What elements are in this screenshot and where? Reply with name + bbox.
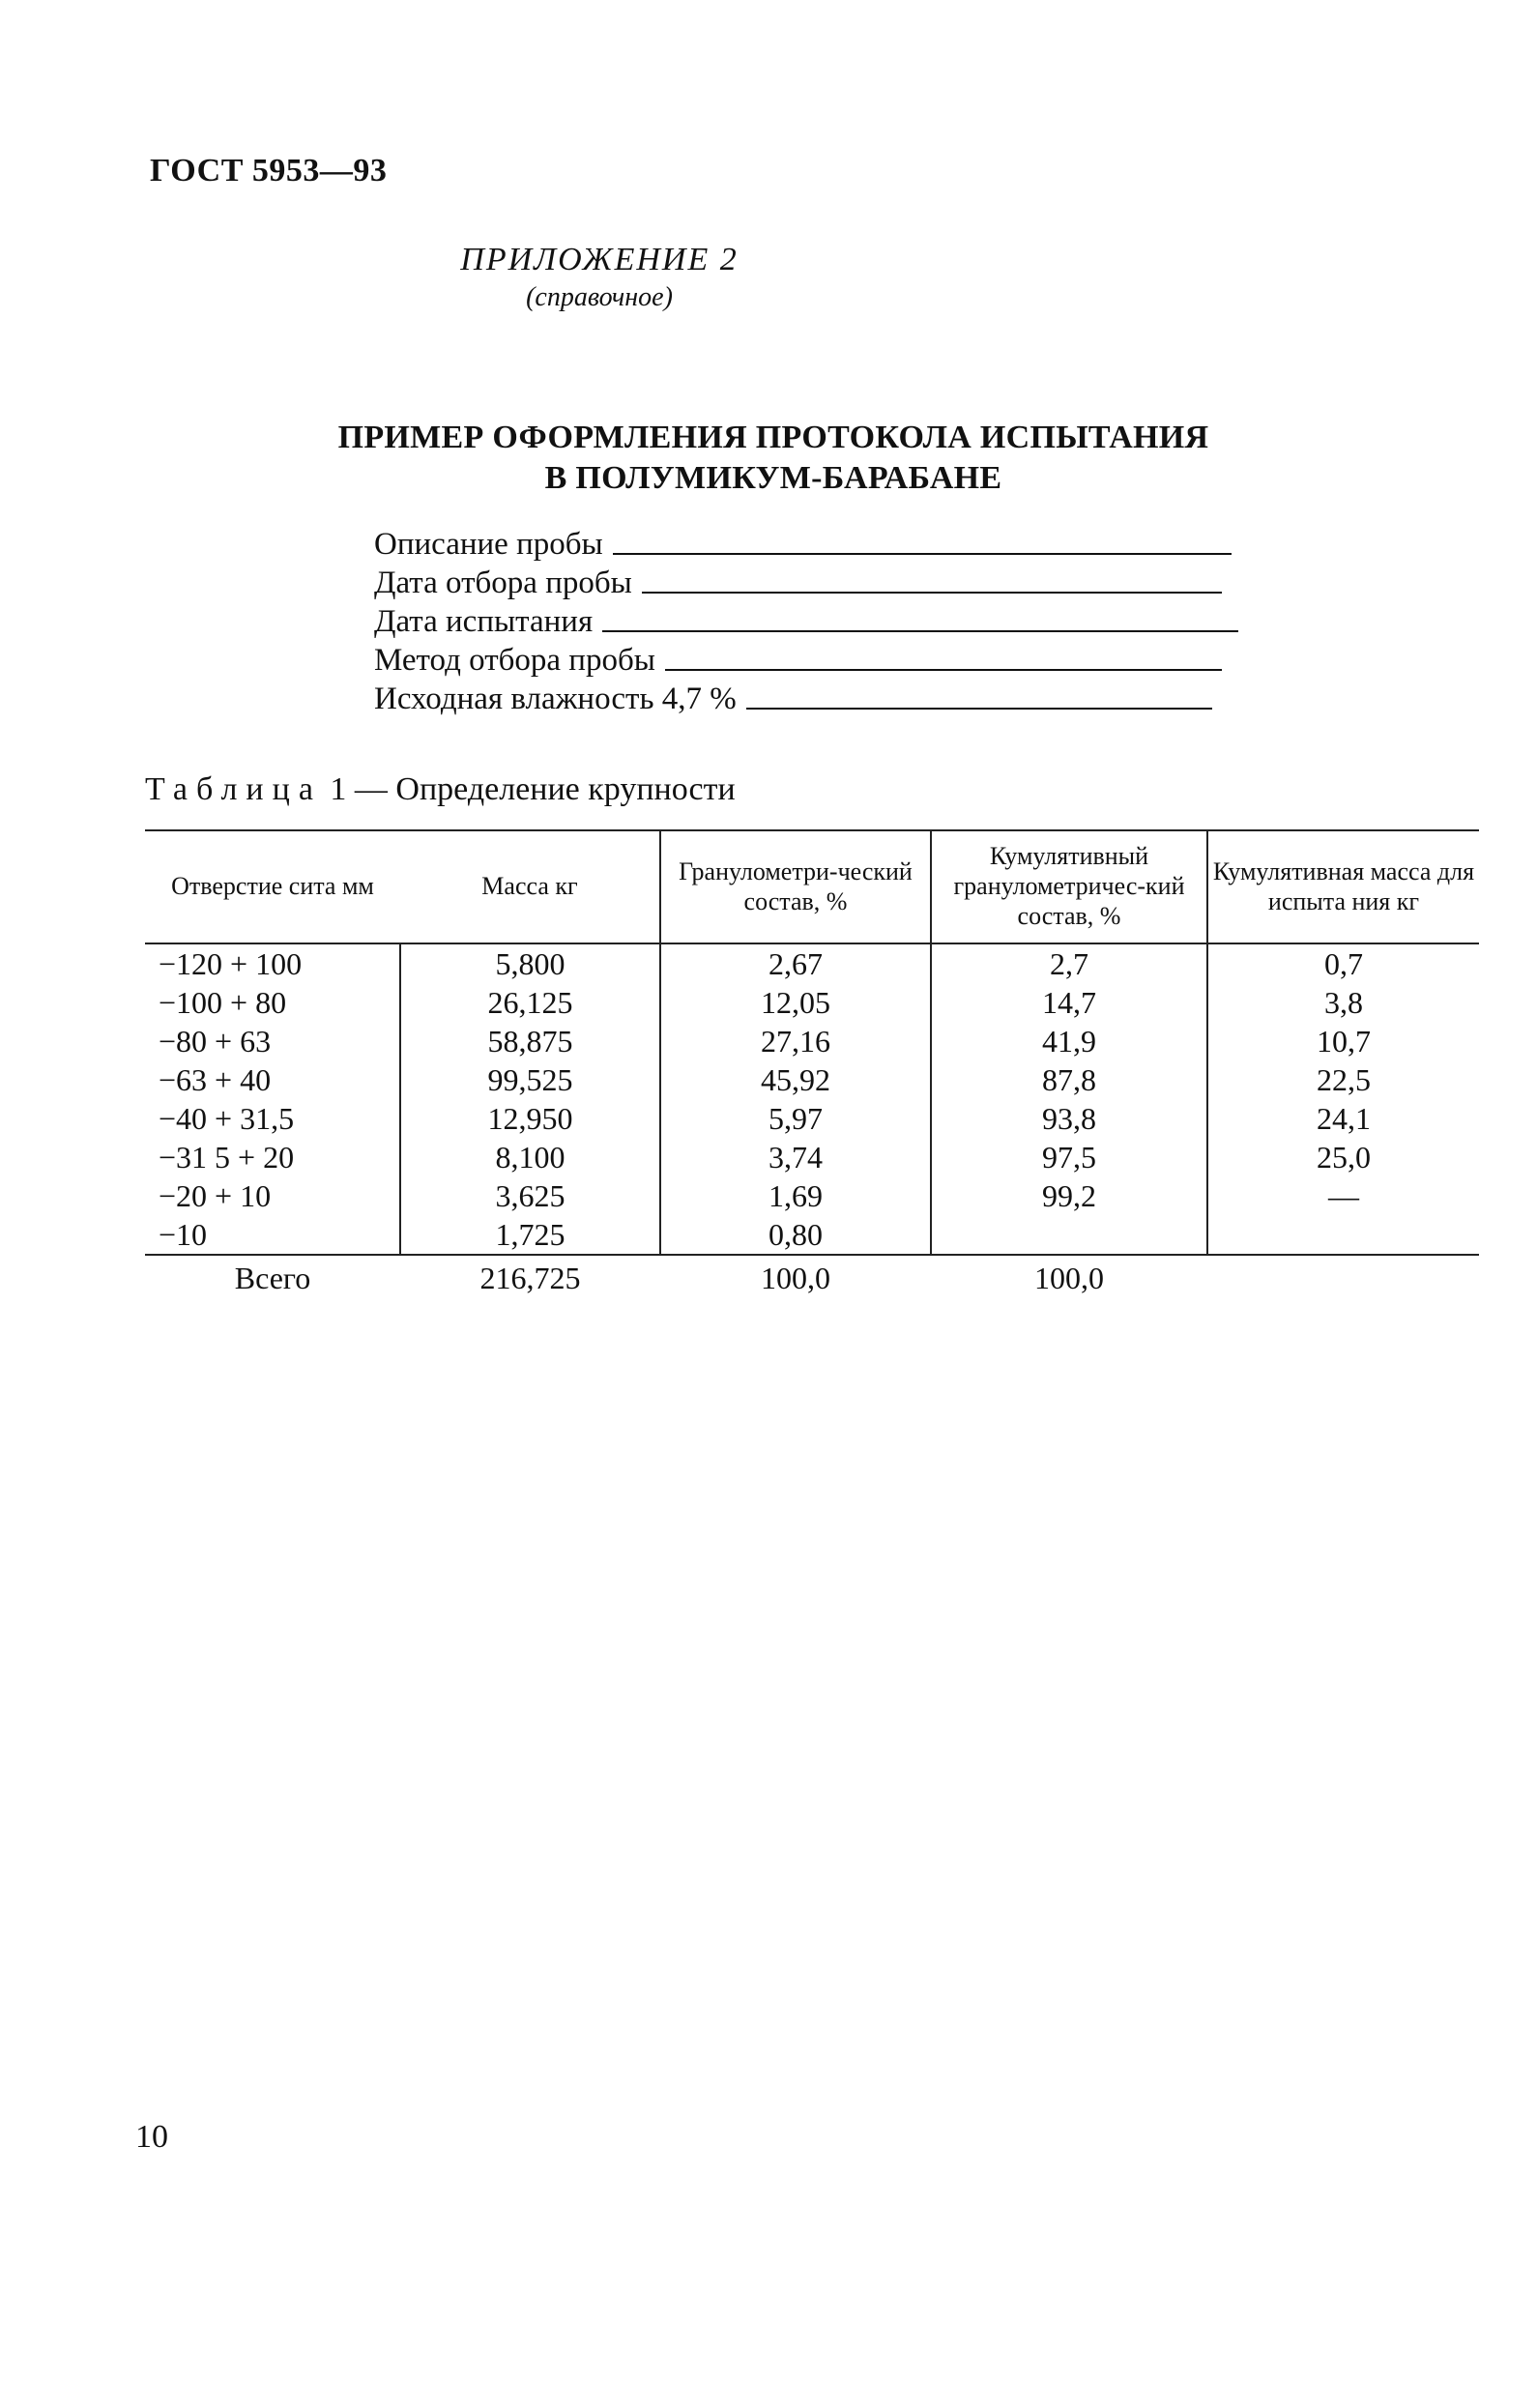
table-row xyxy=(145,1099,1479,1138)
field-fill-line xyxy=(665,669,1222,671)
table-row xyxy=(145,1176,1479,1215)
cell-mass: 99,525 xyxy=(400,1060,660,1099)
cell-sieve: −63 + 40 xyxy=(159,1062,272,1097)
cell-mass: 8,100 xyxy=(400,1138,660,1176)
cell-mass: 26,125 xyxy=(400,983,660,1022)
cell-cumulative-granulometric: 87,8 xyxy=(931,1060,1207,1099)
protocol-title-line-1: ПРИМЕР ОФОРМЛЕНИЯ ПРОТОКОЛА ИСПЫТАНИЯ xyxy=(337,420,1209,455)
table-row xyxy=(145,1215,1479,1255)
cell-mass: 12,950 xyxy=(400,1099,660,1138)
field-fill-line xyxy=(642,592,1222,594)
cell-cumulative-granulometric: 2,7 xyxy=(931,943,1207,983)
table-caption-word: Таблица xyxy=(145,771,322,807)
table-caption-text: 1 — Определение крупности xyxy=(330,771,736,807)
protocol-title-line-2: В ПОЛУМИКУМ-БАРАБАНЕ xyxy=(544,460,1002,496)
field-label: Дата отбора пробы xyxy=(374,566,632,600)
field-fill-line xyxy=(746,708,1212,710)
field-sampling-method xyxy=(374,640,1273,679)
cell-cumulative-granulometric: 14,7 xyxy=(931,983,1207,1022)
table-row xyxy=(145,983,1479,1022)
cell-cumulative-mass: 3,8 xyxy=(1207,983,1479,1022)
cell-granulometric: 5,97 xyxy=(660,1099,931,1138)
appendix-label: ПРИЛОЖЕНИЕ 2 xyxy=(460,242,739,277)
cell-mass: 3,625 xyxy=(400,1176,660,1215)
table-caption xyxy=(145,771,736,808)
total-mass: 216,725 xyxy=(479,1261,581,1295)
header-granulometric: Гранулометри-ческий состав, % xyxy=(660,830,931,943)
cell-cumulative-mass: 25,0 xyxy=(1207,1138,1479,1176)
total-granulometric: 100,0 xyxy=(761,1261,830,1295)
cell-cumulative-mass xyxy=(1207,1215,1479,1255)
cell-cumulative-mass: 24,1 xyxy=(1207,1099,1479,1138)
protocol-title xyxy=(290,418,1257,499)
cell-granulometric: 12,05 xyxy=(660,983,931,1022)
cell-cumulative-granulometric: 97,5 xyxy=(931,1138,1207,1176)
header-cumulative-mass: Кумулятивная масса для испыта ния кг xyxy=(1207,830,1479,943)
document-code: ГОСТ 5953—93 xyxy=(150,153,388,189)
total-cumulative-granulometric: 100,0 xyxy=(1034,1261,1104,1295)
table-row xyxy=(145,1138,1479,1176)
field-label: Дата испытания xyxy=(374,604,594,639)
field-label: Исходная влажность 4,7 % xyxy=(374,682,737,716)
field-fill-line xyxy=(602,630,1238,632)
cell-sieve: −40 + 31,5 xyxy=(159,1101,295,1136)
cell-granulometric: 0,80 xyxy=(660,1215,931,1255)
cell-sieve: −120 + 100 xyxy=(159,946,303,981)
table-row xyxy=(145,1022,1479,1060)
cell-granulometric: 27,16 xyxy=(660,1022,931,1060)
cell-sieve: −100 + 80 xyxy=(159,985,287,1020)
total-label: Всего xyxy=(234,1261,311,1295)
cell-sieve: −80 + 63 xyxy=(159,1024,272,1059)
cell-mass: 5,800 xyxy=(400,943,660,983)
cell-cumulative-mass: 0,7 xyxy=(1207,943,1479,983)
field-sampling-date xyxy=(374,563,1273,601)
cell-mass: 58,875 xyxy=(400,1022,660,1060)
header-mass: Масса кг xyxy=(400,830,660,943)
field-label: Метод отбора пробы xyxy=(374,643,655,678)
size-determination-table xyxy=(145,829,1479,1300)
field-label: Описание пробы xyxy=(374,527,603,562)
cell-granulometric: 3,74 xyxy=(660,1138,931,1176)
page-number: 10 xyxy=(135,2119,168,2155)
cell-granulometric: 2,67 xyxy=(660,943,931,983)
protocol-fields xyxy=(374,524,1273,717)
cell-cumulative-mass: — xyxy=(1207,1176,1479,1215)
cell-cumulative-mass: 10,7 xyxy=(1207,1022,1479,1060)
cell-granulometric: 45,92 xyxy=(660,1060,931,1099)
table-total-row xyxy=(145,1255,1479,1300)
appendix-note: (справочное) xyxy=(526,282,673,312)
cell-cumulative-granulometric: 41,9 xyxy=(931,1022,1207,1060)
field-fill-line xyxy=(613,553,1232,555)
field-initial-moisture xyxy=(374,679,1273,717)
header-sieve: Отверстие сита мм xyxy=(145,830,400,943)
table-header-row xyxy=(145,830,1479,943)
cell-cumulative-granulometric: 93,8 xyxy=(931,1099,1207,1138)
table-row xyxy=(145,1060,1479,1099)
table-row xyxy=(145,943,1479,983)
total-cumulative-mass xyxy=(1207,1255,1479,1300)
field-sample-description xyxy=(374,524,1273,563)
cell-sieve: −31 5 + 20 xyxy=(159,1140,295,1175)
cell-cumulative-mass: 22,5 xyxy=(1207,1060,1479,1099)
cell-mass: 1,725 xyxy=(400,1215,660,1255)
cell-cumulative-granulometric xyxy=(931,1215,1207,1255)
cell-sieve: −20 + 10 xyxy=(159,1178,272,1213)
field-test-date xyxy=(374,601,1273,640)
appendix-heading xyxy=(0,242,1537,313)
cell-granulometric: 1,69 xyxy=(660,1176,931,1215)
cell-sieve: −10 xyxy=(145,1215,400,1255)
header-cumulative-granulometric: Кумулятивный гранулометричес-кий состав, % xyxy=(931,830,1207,943)
cell-cumulative-granulometric: 99,2 xyxy=(931,1176,1207,1215)
